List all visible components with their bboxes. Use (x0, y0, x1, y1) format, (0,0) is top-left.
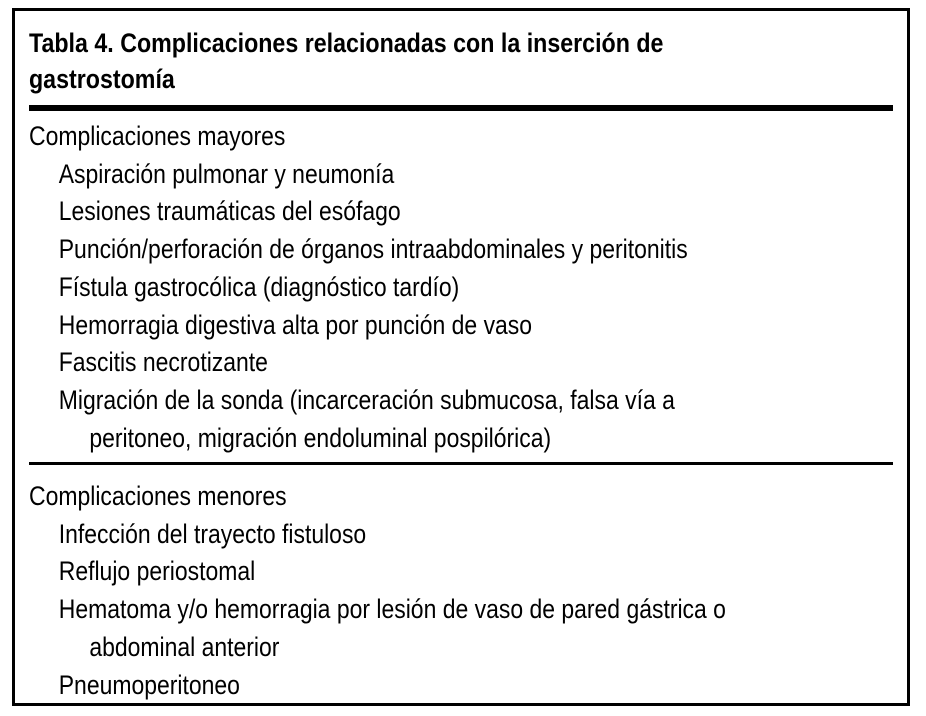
list-item-continuation: peritoneo, migración endoluminal pospilórica) (89, 422, 552, 453)
title-line-1: Tabla 4. Complicaciones relacionadas con la inserción de (29, 28, 664, 58)
list-item: Fascitis necrotizante (58, 347, 268, 378)
list-item: Reflujo periostomal (58, 556, 256, 587)
complications-table (12, 8, 910, 706)
section-divider (29, 462, 893, 465)
list-item-continuation: abdominal anterior (89, 631, 280, 662)
title-line-2: gastrostomía (29, 64, 175, 94)
list-item: Infección del trayecto fistuloso (58, 518, 367, 549)
list-item: Punción/perforación de órganos intraabdominales y peritonitis (58, 234, 688, 265)
list-item: Hemorragia digestiva alta por punción de vaso (58, 309, 533, 340)
table-title (29, 25, 889, 97)
minor-complications-section (29, 478, 922, 704)
list-item: Migración de la sonda (incarceración submucosa, falsa vía a (58, 384, 675, 415)
list-item: Hematoma y/o hemorragia por lesión de vaso de pared gástrica o (58, 594, 726, 625)
list-item: Lesiones traumáticas del esófago (58, 196, 401, 227)
list-item: Aspiración pulmonar y neumonía (58, 158, 395, 189)
major-heading: Complicaciones mayores (29, 121, 286, 151)
minor-heading: Complicaciones menores (29, 481, 287, 511)
list-item: Fístula gastrocólica (diagnóstico tardío) (58, 271, 460, 302)
major-complications-section (29, 118, 922, 457)
list-item: Pneumoperitoneo (58, 669, 240, 700)
header-rule (29, 105, 893, 111)
